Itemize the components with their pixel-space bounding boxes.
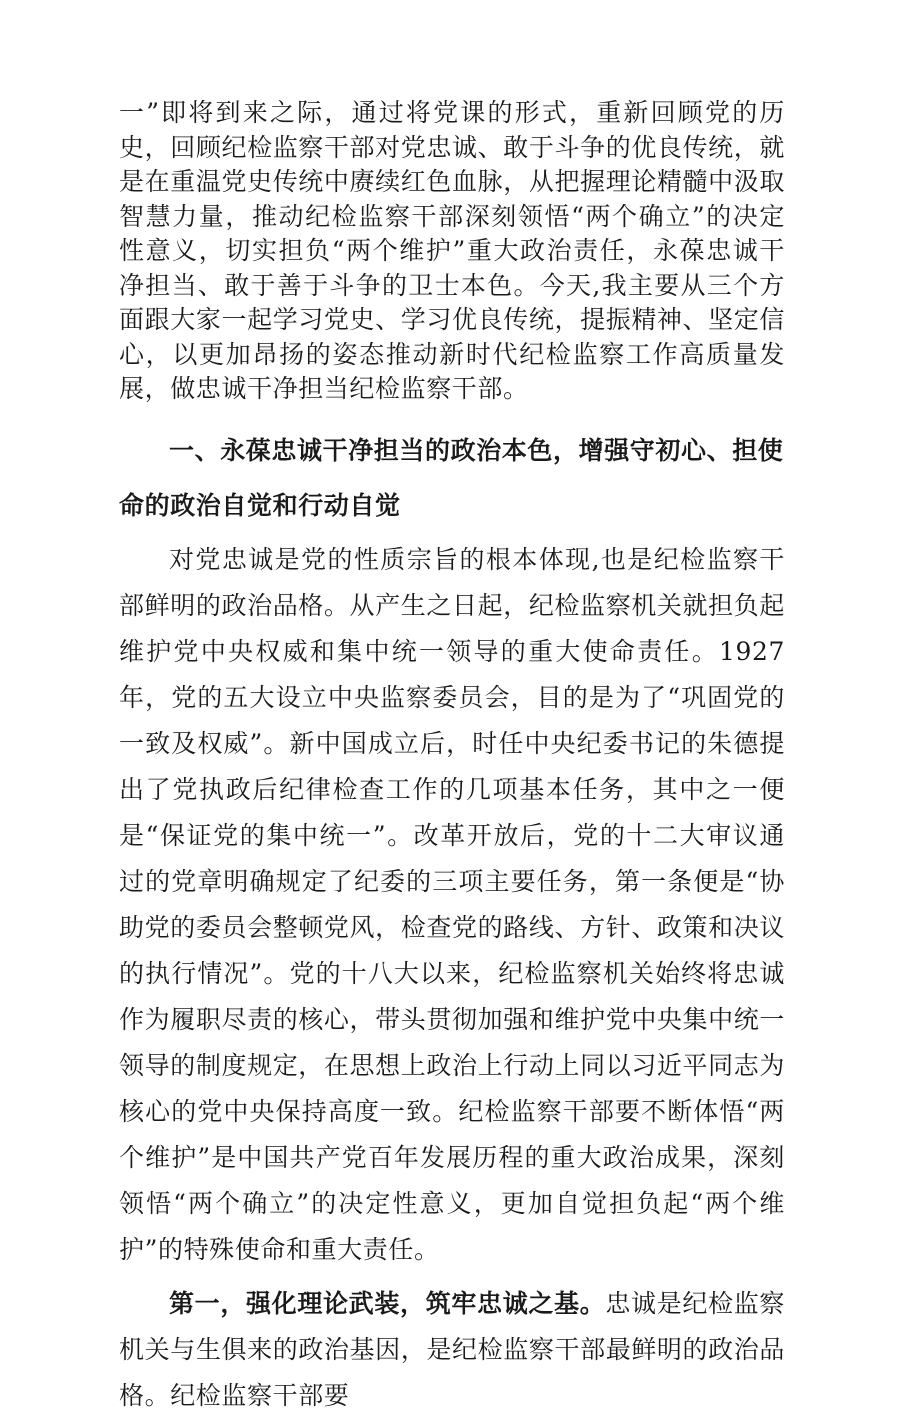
section-heading: 一、永葆忠诚干净担当的政治本色，增强守初心、担使命的政治自觉和行动自觉 bbox=[119, 435, 784, 520]
document-page bbox=[119, 96, 785, 1419]
subsection-paragraph bbox=[119, 1281, 785, 1419]
subsection-text: 忠诚是纪检监察机关与生俱来的政治基因，是纪检监察干部最鲜明的政治品格。纪检监察干部要 bbox=[119, 1288, 786, 1410]
body-paragraph: 对党忠诚是党的性质宗旨的根本体现,也是纪检监察干部鲜明的政治品格。从产生之日起，纪检监察机关就担负起维护党中央权威和集中统一领导的重大使命责任。1927年，党的五大设立中央监察委员会，目的是为了“巩固党的一致及权威”。新中国成立后，时任中央纪委书记的朱德提出了党执政后纪律检查工作的几项基本任务，其中之一便是“保证党的集中统一”。改革开放后，党的十二大审议通过的党章明确规定了纪委的三项主要任务，第一条便是“协助党的委员会整顿党风，检查党的路线、方针、政策和决议的执行情况”。党的十八大以来，纪检监察机关始终将忠诚作为履职尽责的核心，带头贯彻加强和维护党中央集中统一领导的制度规定，在思想上政治上行动上同以习近平同志为核心的党中央保持高度一致。纪检监察干部要不断体悟“两个维护”是中国共产党百年发展历程的重大政治成果，深刻领悟“两个确立”的决定性意义，更加自觉担负起“两个维护”的特殊使命和重大责任。 bbox=[119, 544, 785, 1264]
subsection-lead: 第一，强化理论武装，筑牢忠诚之基。 bbox=[169, 1288, 606, 1318]
intro-paragraph: 一”即将到来之际，通过将党课的形式，重新回顾党的历史，回顾纪检监察干部对党忠诚、敢于斗争的优良传统，就是在重温党史传统中赓续红色血脉，从把握理论精髓中汲取智慧力量，推动纪检监察干部深刻领悟“两个确立”的决定性意义，切实担负“两个维护”重大政治责任，永葆忠诚干净担当、敢于善于斗争的卫士本色。今天,我主要从三个方面跟大家一起学习党史、学习优良传统，提振精神、坚定信心，以更加昂扬的姿态推动新时代纪检监察工作高质量发展，做忠诚干净担当纪检监察干部。 bbox=[119, 98, 785, 403]
